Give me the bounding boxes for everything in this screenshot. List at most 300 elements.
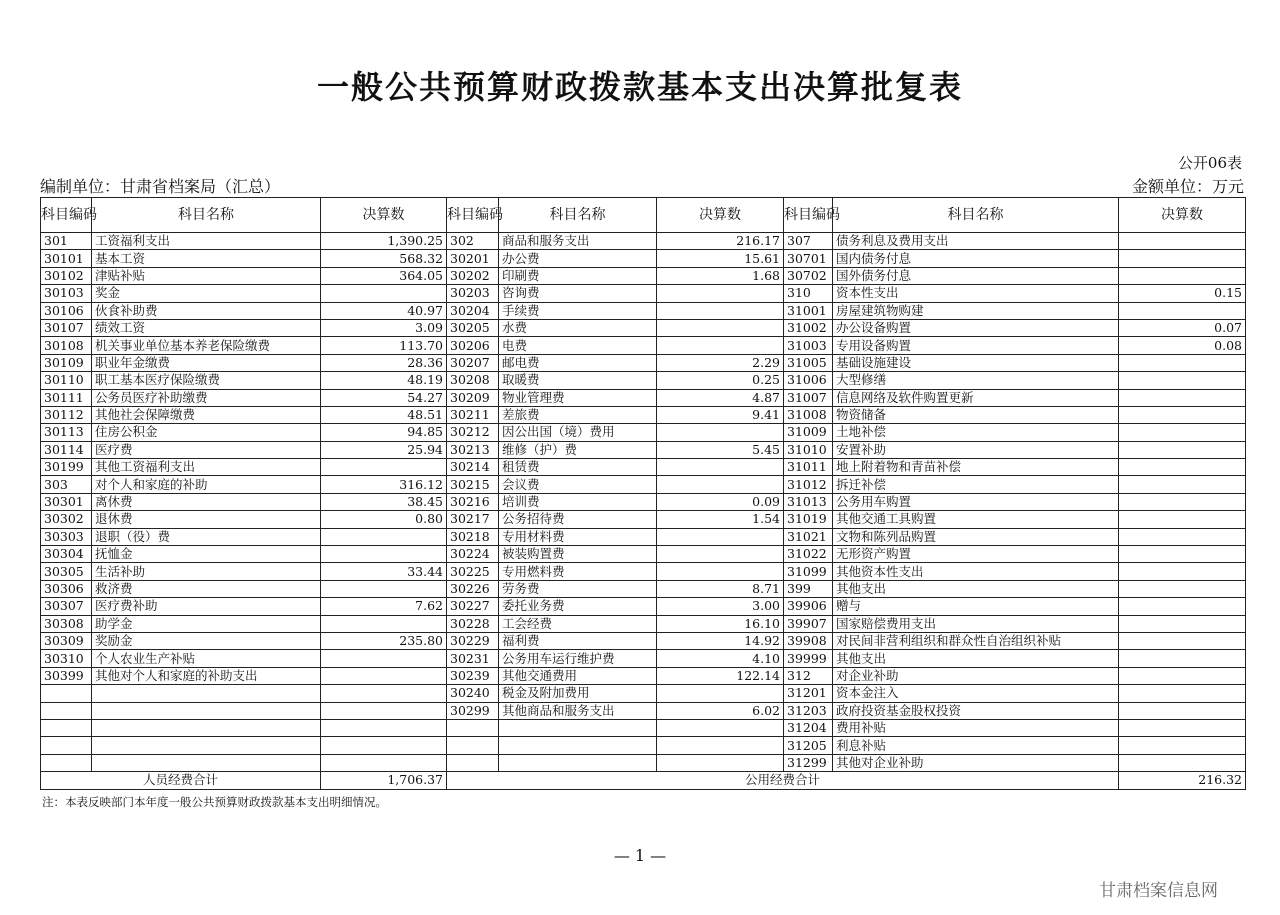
code-cell: 39907: [784, 615, 833, 632]
name-cell: 地上附着物和青苗补偿: [833, 459, 1119, 476]
name-cell: 邮电费: [499, 354, 657, 371]
code-cell: 30114: [41, 441, 92, 458]
code-cell: 307: [784, 233, 833, 250]
name-cell: 伙食补助费: [92, 302, 321, 319]
name-cell: 国外债务付息: [833, 267, 1119, 284]
code-cell: [41, 702, 92, 719]
code-cell: 301: [41, 233, 92, 250]
header-name-3: 科目名称: [833, 198, 1119, 233]
table-row: [41, 632, 1246, 649]
code-cell: 39906: [784, 598, 833, 615]
amount-cell: [657, 685, 784, 702]
name-cell: 国家赔偿费用支出: [833, 615, 1119, 632]
table-row: [41, 493, 1246, 510]
amount-cell: [657, 528, 784, 545]
code-cell: [41, 754, 92, 771]
name-cell: [499, 737, 657, 754]
page-number: — 1 —: [613, 846, 667, 865]
amount-cell: [1119, 719, 1246, 736]
name-cell: 赠与: [833, 598, 1119, 615]
code-cell: 30224: [447, 546, 499, 563]
code-cell: 31204: [784, 719, 833, 736]
amount-cell: [1119, 667, 1246, 684]
amount-cell: [321, 546, 447, 563]
code-cell: 31099: [784, 563, 833, 580]
amount-cell: [657, 424, 784, 441]
code-cell: 30218: [447, 528, 499, 545]
code-cell: 31203: [784, 702, 833, 719]
name-cell: 机关事业单位基本养老保险缴费: [92, 337, 321, 354]
code-cell: 31009: [784, 424, 833, 441]
code-cell: 30702: [784, 267, 833, 284]
code-cell: 30304: [41, 546, 92, 563]
table-row: [41, 302, 1246, 319]
amount-cell: 33.44: [321, 563, 447, 580]
code-cell: 30302: [41, 511, 92, 528]
name-cell: 救济费: [92, 580, 321, 597]
amount-cell: 0.07: [1119, 319, 1246, 336]
public-total-label: 公用经费合计: [447, 772, 1119, 789]
amount-cell: [321, 719, 447, 736]
header-amount-3: 决算数: [1119, 198, 1246, 233]
amount-cell: 113.70: [321, 337, 447, 354]
name-cell: 专用材料费: [499, 528, 657, 545]
code-cell: 30204: [447, 302, 499, 319]
code-cell: 31201: [784, 685, 833, 702]
amount-cell: 54.27: [321, 389, 447, 406]
name-cell: 培训费: [499, 493, 657, 510]
code-cell: 31021: [784, 528, 833, 545]
name-cell: 对企业补助: [833, 667, 1119, 684]
amount-cell: [1119, 528, 1246, 545]
name-cell: 维修（护）费: [499, 441, 657, 458]
name-cell: 印刷费: [499, 267, 657, 284]
code-cell: 30106: [41, 302, 92, 319]
amount-cell: [1119, 233, 1246, 250]
name-cell: 职工基本医疗保险缴费: [92, 372, 321, 389]
name-cell: 津贴补贴: [92, 267, 321, 284]
name-cell: 公务用车购置: [833, 493, 1119, 510]
code-cell: 30303: [41, 528, 92, 545]
amount-cell: [1119, 406, 1246, 423]
table-row: [41, 667, 1246, 684]
name-cell: 手续费: [499, 302, 657, 319]
name-cell: 公务用车运行维护费: [499, 650, 657, 667]
table-row: [41, 354, 1246, 371]
name-cell: 其他商品和服务支出: [499, 702, 657, 719]
table-row: [41, 702, 1246, 719]
code-cell: 30207: [447, 354, 499, 371]
name-cell: 专用设备购置: [833, 337, 1119, 354]
amount-cell: [657, 754, 784, 771]
name-cell: 租赁费: [499, 459, 657, 476]
name-cell: 其他支出: [833, 650, 1119, 667]
code-cell: 30111: [41, 389, 92, 406]
name-cell: 其他交通工具购置: [833, 511, 1119, 528]
name-cell: 房屋建筑物购建: [833, 302, 1119, 319]
page-title: 一般公共预算财政拨款基本支出决算批复表: [316, 68, 963, 106]
amount-cell: [657, 737, 784, 754]
code-cell: 30226: [447, 580, 499, 597]
amount-cell: 48.19: [321, 372, 447, 389]
header-amount-2: 决算数: [657, 198, 784, 233]
code-cell: [447, 737, 499, 754]
name-cell: 其他资本性支出: [833, 563, 1119, 580]
code-cell: 30228: [447, 615, 499, 632]
name-cell: 安置补助: [833, 441, 1119, 458]
amount-cell: 38.45: [321, 493, 447, 510]
amount-cell: [1119, 685, 1246, 702]
header-code-3: 科目编码: [784, 198, 833, 233]
name-cell: 退职（役）费: [92, 528, 321, 545]
code-cell: 30301: [41, 493, 92, 510]
amount-cell: 0.08: [1119, 337, 1246, 354]
code-cell: [41, 719, 92, 736]
table-row: [41, 285, 1246, 302]
table-row: [41, 719, 1246, 736]
amount-cell: 1.54: [657, 511, 784, 528]
amount-cell: [1119, 650, 1246, 667]
table-row: [41, 580, 1246, 597]
name-cell: 公务招待费: [499, 511, 657, 528]
name-cell: 拆迁补偿: [833, 476, 1119, 493]
code-cell: 31007: [784, 389, 833, 406]
name-cell: 抚恤金: [92, 546, 321, 563]
name-cell: 税金及附加费用: [499, 685, 657, 702]
code-cell: 30701: [784, 250, 833, 267]
amount-cell: 25.94: [321, 441, 447, 458]
name-cell: 福利费: [499, 632, 657, 649]
code-cell: 30103: [41, 285, 92, 302]
code-cell: 30399: [41, 667, 92, 684]
amount-cell: [1119, 737, 1246, 754]
code-cell: 30299: [447, 702, 499, 719]
name-cell: 奖励金: [92, 632, 321, 649]
amount-cell: 4.87: [657, 389, 784, 406]
amount-cell: 48.51: [321, 406, 447, 423]
code-cell: 31010: [784, 441, 833, 458]
table-row: [41, 528, 1246, 545]
amount-cell: 3.09: [321, 319, 447, 336]
amount-cell: [1119, 424, 1246, 441]
code-cell: 310: [784, 285, 833, 302]
name-cell: 公务员医疗补助缴费: [92, 389, 321, 406]
code-cell: 30113: [41, 424, 92, 441]
code-cell: 31005: [784, 354, 833, 371]
code-cell: [41, 737, 92, 754]
name-cell: 助学金: [92, 615, 321, 632]
amount-cell: 0.80: [321, 511, 447, 528]
name-cell: [499, 754, 657, 771]
totals-row: [41, 772, 1246, 789]
table-row: [41, 615, 1246, 632]
personnel-total-label: 人员经费合计: [41, 772, 321, 789]
amount-cell: 5.45: [657, 441, 784, 458]
code-cell: 31002: [784, 319, 833, 336]
code-cell: 30217: [447, 511, 499, 528]
name-cell: [92, 685, 321, 702]
amount-cell: [657, 719, 784, 736]
amount-cell: [1119, 267, 1246, 284]
code-cell: [447, 754, 499, 771]
name-cell: [92, 754, 321, 771]
site-watermark: 甘肃档案信息网: [1099, 881, 1218, 901]
name-cell: 工会经费: [499, 615, 657, 632]
header-code-1: 科目编码: [41, 198, 92, 233]
code-cell: 30213: [447, 441, 499, 458]
amount-cell: [321, 737, 447, 754]
code-cell: 30107: [41, 319, 92, 336]
name-cell: 其他工资福利支出: [92, 459, 321, 476]
header-name-2: 科目名称: [499, 198, 657, 233]
code-cell: 30214: [447, 459, 499, 476]
amount-cell: [1119, 563, 1246, 580]
amount-cell: 16.10: [657, 615, 784, 632]
code-cell: 30206: [447, 337, 499, 354]
name-cell: 职业年金缴费: [92, 354, 321, 371]
amount-cell: [1119, 354, 1246, 371]
amount-cell: 1,390.25: [321, 233, 447, 250]
code-cell: 30227: [447, 598, 499, 615]
personnel-total-value: 1,706.37: [321, 772, 447, 789]
amount-unit: 金额单位：万元: [1131, 177, 1244, 196]
code-cell: 31006: [784, 372, 833, 389]
code-cell: 30310: [41, 650, 92, 667]
amount-cell: 316.12: [321, 476, 447, 493]
amount-cell: [1119, 615, 1246, 632]
table-row: [41, 754, 1246, 771]
code-cell: 30216: [447, 493, 499, 510]
amount-cell: [321, 528, 447, 545]
name-cell: 对民间非营利组织和群众性自治组织补贴: [833, 632, 1119, 649]
name-cell: 费用补贴: [833, 719, 1119, 736]
amount-cell: 15.61: [657, 250, 784, 267]
amount-cell: [1119, 441, 1246, 458]
code-cell: 30225: [447, 563, 499, 580]
code-cell: 30211: [447, 406, 499, 423]
code-cell: 30215: [447, 476, 499, 493]
amount-cell: 14.92: [657, 632, 784, 649]
name-cell: 专用燃料费: [499, 563, 657, 580]
amount-cell: 0.15: [1119, 285, 1246, 302]
amount-cell: [1119, 372, 1246, 389]
name-cell: [92, 719, 321, 736]
table-row: [41, 372, 1246, 389]
table-body: [41, 233, 1246, 772]
amount-cell: 1.68: [657, 267, 784, 284]
code-cell: 39908: [784, 632, 833, 649]
name-cell: 医疗费补助: [92, 598, 321, 615]
amount-cell: [657, 459, 784, 476]
name-cell: [499, 719, 657, 736]
name-cell: 取暖费: [499, 372, 657, 389]
table-row: [41, 685, 1246, 702]
amount-cell: [1119, 632, 1246, 649]
amount-cell: 28.36: [321, 354, 447, 371]
expenditure-table: [40, 197, 1246, 790]
reporting-unit: 编制单位：甘肃省档案局（汇总）: [40, 177, 281, 196]
code-cell: 30101: [41, 250, 92, 267]
amount-cell: 235.80: [321, 632, 447, 649]
table-row: [41, 233, 1246, 250]
code-cell: 30108: [41, 337, 92, 354]
amount-cell: 216.17: [657, 233, 784, 250]
name-cell: 其他对企业补助: [833, 754, 1119, 771]
table-row: [41, 459, 1246, 476]
amount-cell: [321, 285, 447, 302]
name-cell: 大型修缮: [833, 372, 1119, 389]
name-cell: 劳务费: [499, 580, 657, 597]
name-cell: 离休费: [92, 493, 321, 510]
name-cell: 政府投资基金股权投资: [833, 702, 1119, 719]
amount-cell: [1119, 754, 1246, 771]
name-cell: [92, 737, 321, 754]
code-cell: 31003: [784, 337, 833, 354]
table-row: [41, 250, 1246, 267]
code-cell: 31011: [784, 459, 833, 476]
amount-cell: [1119, 250, 1246, 267]
code-cell: 30199: [41, 459, 92, 476]
amount-cell: [321, 615, 447, 632]
name-cell: 办公费: [499, 250, 657, 267]
code-cell: 30109: [41, 354, 92, 371]
name-cell: 个人农业生产补贴: [92, 650, 321, 667]
amount-cell: 4.10: [657, 650, 784, 667]
table-row: [41, 337, 1246, 354]
code-cell: 30208: [447, 372, 499, 389]
amount-cell: [657, 302, 784, 319]
amount-cell: 9.41: [657, 406, 784, 423]
amount-cell: 94.85: [321, 424, 447, 441]
public-total-value: 216.32: [1119, 772, 1246, 789]
code-cell: 31205: [784, 737, 833, 754]
code-cell: 30112: [41, 406, 92, 423]
table-row: [41, 267, 1246, 284]
amount-cell: [1119, 476, 1246, 493]
table-row: [41, 424, 1246, 441]
amount-cell: [321, 650, 447, 667]
form-number: 公开06表: [1177, 154, 1242, 172]
name-cell: 土地补偿: [833, 424, 1119, 441]
amount-cell: [657, 319, 784, 336]
name-cell: 会议费: [499, 476, 657, 493]
name-cell: 因公出国（境）费用: [499, 424, 657, 441]
header-name-1: 科目名称: [92, 198, 321, 233]
table-row: [41, 441, 1246, 458]
table-header-row: [41, 198, 1246, 233]
name-cell: 咨询费: [499, 285, 657, 302]
code-cell: 31019: [784, 511, 833, 528]
table-row: [41, 319, 1246, 336]
code-cell: 30305: [41, 563, 92, 580]
name-cell: 其他对个人和家庭的补助支出: [92, 667, 321, 684]
amount-cell: 8.71: [657, 580, 784, 597]
amount-cell: 122.14: [657, 667, 784, 684]
name-cell: 商品和服务支出: [499, 233, 657, 250]
amount-cell: 364.05: [321, 267, 447, 284]
code-cell: 31008: [784, 406, 833, 423]
name-cell: 文物和陈列品购置: [833, 528, 1119, 545]
amount-cell: [657, 285, 784, 302]
code-cell: 30307: [41, 598, 92, 615]
name-cell: [92, 702, 321, 719]
name-cell: 住房公积金: [92, 424, 321, 441]
amount-cell: [1119, 459, 1246, 476]
name-cell: 其他交通费用: [499, 667, 657, 684]
name-cell: 物资储备: [833, 406, 1119, 423]
amount-cell: [1119, 702, 1246, 719]
code-cell: 31001: [784, 302, 833, 319]
code-cell: 31022: [784, 546, 833, 563]
name-cell: 办公设备购置: [833, 319, 1119, 336]
name-cell: 委托业务费: [499, 598, 657, 615]
code-cell: [447, 719, 499, 736]
amount-cell: [1119, 580, 1246, 597]
amount-cell: [321, 685, 447, 702]
amount-cell: [321, 702, 447, 719]
table-row: [41, 389, 1246, 406]
code-cell: 30201: [447, 250, 499, 267]
code-cell: 31012: [784, 476, 833, 493]
code-cell: 30110: [41, 372, 92, 389]
name-cell: 被装购置费: [499, 546, 657, 563]
table-row: [41, 546, 1246, 563]
amount-cell: 0.25: [657, 372, 784, 389]
name-cell: 国内债务付息: [833, 250, 1119, 267]
amount-cell: 568.32: [321, 250, 447, 267]
amount-cell: 3.00: [657, 598, 784, 615]
footnote: 注：本表反映部门本年度一般公共预算财政拨款基本支出明细情况。: [42, 795, 387, 809]
name-cell: 奖金: [92, 285, 321, 302]
code-cell: 30231: [447, 650, 499, 667]
amount-cell: 7.62: [321, 598, 447, 615]
name-cell: 利息补贴: [833, 737, 1119, 754]
amount-cell: [1119, 546, 1246, 563]
code-cell: 303: [41, 476, 92, 493]
code-cell: 30309: [41, 632, 92, 649]
code-cell: 30308: [41, 615, 92, 632]
name-cell: 其他社会保障缴费: [92, 406, 321, 423]
table-row: [41, 650, 1246, 667]
name-cell: 绩效工资: [92, 319, 321, 336]
name-cell: 物业管理费: [499, 389, 657, 406]
amount-cell: [1119, 493, 1246, 510]
code-cell: 302: [447, 233, 499, 250]
name-cell: 差旅费: [499, 406, 657, 423]
name-cell: 对个人和家庭的补助: [92, 476, 321, 493]
amount-cell: [321, 754, 447, 771]
table-row: [41, 476, 1246, 493]
amount-cell: [1119, 598, 1246, 615]
name-cell: 信息网络及软件购置更新: [833, 389, 1119, 406]
amount-cell: [657, 476, 784, 493]
code-cell: 30209: [447, 389, 499, 406]
code-cell: 30306: [41, 580, 92, 597]
amount-cell: [657, 563, 784, 580]
name-cell: 水费: [499, 319, 657, 336]
amount-cell: [321, 667, 447, 684]
code-cell: 30229: [447, 632, 499, 649]
code-cell: 312: [784, 667, 833, 684]
amount-cell: 0.09: [657, 493, 784, 510]
name-cell: 电费: [499, 337, 657, 354]
code-cell: 39999: [784, 650, 833, 667]
code-cell: 31013: [784, 493, 833, 510]
code-cell: 31299: [784, 754, 833, 771]
amount-cell: [321, 459, 447, 476]
header-amount-1: 决算数: [321, 198, 447, 233]
table-row: [41, 598, 1246, 615]
